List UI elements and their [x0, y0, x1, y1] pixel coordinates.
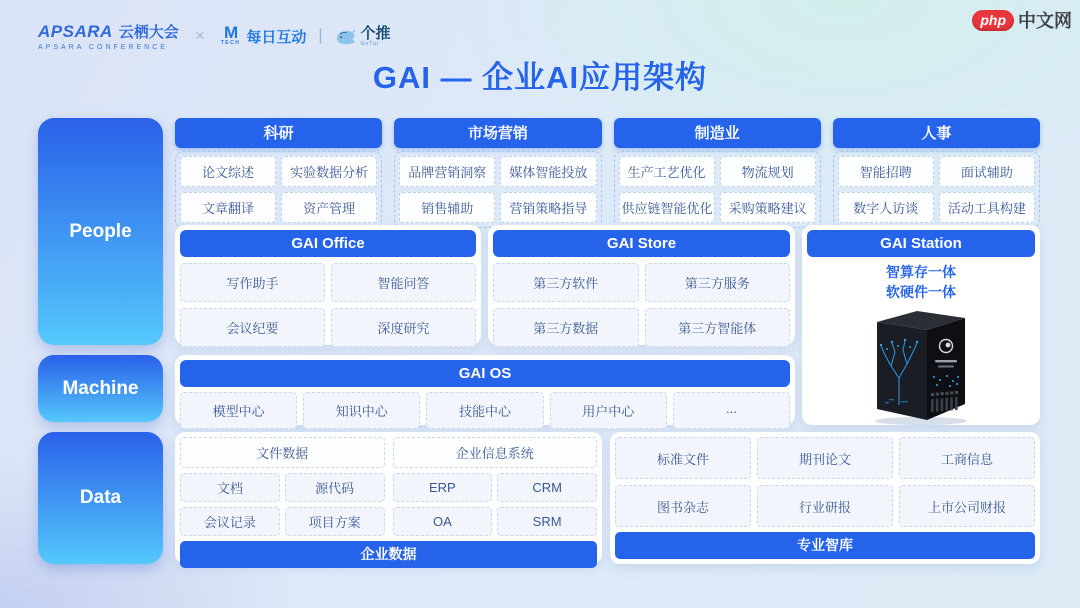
php-site-logo[interactable] — [972, 7, 1072, 33]
page-title: GAI — 企业AI应用架构 — [372, 60, 708, 95]
station-tagline-1: 智算存一体 — [886, 264, 956, 280]
file-data-column — [180, 437, 385, 536]
gai-office-header: GAI Office — [180, 230, 476, 257]
enterprise-data-panel — [175, 432, 602, 564]
gai-store-panel — [488, 225, 795, 345]
app-chip: 行业研报 — [757, 485, 893, 527]
gai-os-panel — [175, 355, 795, 425]
group-header: 人事 — [833, 118, 1040, 148]
layer-machine — [38, 355, 163, 422]
app-chip: 第三方智能体 — [645, 308, 791, 347]
app-chip: 物流规划 — [720, 156, 816, 187]
industry-group-marketing — [394, 118, 601, 228]
mtech-m-icon: M TECH — [220, 22, 241, 47]
app-chip: 面试辅助 — [939, 156, 1035, 187]
app-chip: 论文综述 — [180, 156, 276, 187]
gai-os-header: GAI OS — [180, 360, 790, 387]
getui-subtitle: GeTui — [360, 40, 379, 47]
whale-icon — [335, 28, 357, 45]
app-chip: 写作助手 — [180, 263, 325, 302]
group-header: 制造业 — [614, 118, 821, 148]
industry-group-hr — [833, 118, 1040, 228]
app-chip: SRM — [497, 507, 597, 536]
getui-logo — [335, 26, 391, 47]
app-chip: 标准文件 — [615, 437, 751, 479]
app-chip: 第三方服务 — [645, 263, 791, 302]
app-chip: 第三方软件 — [493, 263, 639, 302]
app-chip: ... — [673, 392, 790, 429]
station-tagline-2: 软硬件一体 — [886, 283, 956, 300]
layer-people — [38, 118, 163, 345]
app-chip: 源代码 — [285, 473, 385, 502]
layer-machine-label: Machine — [62, 377, 139, 399]
app-chip: 知识中心 — [303, 392, 420, 429]
apsara-cn-label: 云栖大会 — [118, 24, 179, 41]
file-data-header: 文件数据 — [180, 437, 385, 468]
site-logo-text: 中文网 — [1018, 11, 1072, 31]
app-chip: 工商信息 — [899, 437, 1035, 479]
app-chip: 实验数据分析 — [281, 156, 377, 187]
mtech-logo — [220, 22, 307, 47]
app-chip: 智能问答 — [331, 263, 476, 302]
apsara-wordmark: APSARA — [38, 22, 113, 41]
knowledge-base-panel — [610, 432, 1040, 564]
app-chip: 会议纪要 — [180, 308, 325, 347]
app-chip: 活动工具构建 — [939, 192, 1035, 223]
app-chip: 会议记录 — [180, 507, 280, 536]
industry-group-manufacturing — [614, 118, 821, 228]
app-chip: 资产管理 — [281, 192, 377, 223]
industry-groups-row — [175, 118, 1040, 228]
app-chip: 文档 — [180, 473, 280, 502]
app-chip: 第三方数据 — [493, 308, 639, 347]
app-chip: 上市公司财报 — [899, 485, 1035, 527]
enterprise-data-footer: 企业数据 — [180, 541, 597, 568]
layer-people-label: People — [69, 220, 132, 242]
app-chip: CRM — [497, 473, 597, 502]
mtech-cn-label: 每日互动 — [246, 28, 307, 46]
app-chip: 技能中心 — [426, 392, 543, 429]
app-chip: 模型中心 — [180, 392, 297, 429]
app-chip: 图书杂志 — [615, 485, 751, 527]
app-chip: 文章翻译 — [180, 192, 276, 223]
getui-cn-label: 个推 — [360, 24, 391, 42]
app-chip: 生产工艺优化 — [619, 156, 715, 187]
app-chip: 供应链智能优化 — [619, 192, 715, 223]
php-badge-icon: php — [972, 10, 1014, 31]
gai-store-header: GAI Store — [493, 230, 790, 257]
app-chip: 用户中心 — [550, 392, 667, 429]
event-logos — [38, 21, 391, 51]
app-chip: 品牌营销洞察 — [399, 156, 495, 187]
gai-office-panel — [175, 225, 481, 345]
app-chip: 媒体智能投放 — [500, 156, 596, 187]
app-chip: OA — [393, 507, 493, 536]
group-header: 科研 — [175, 118, 382, 148]
gai-station-header: GAI Station — [807, 230, 1035, 257]
group-header: 市场营销 — [394, 118, 601, 148]
info-systems-column — [393, 437, 598, 536]
apsara-subtitle: APSARA CONFERENCE — [38, 44, 168, 51]
app-chip: 智能招聘 — [838, 156, 934, 187]
info-systems-header: 企业信息系统 — [393, 437, 598, 468]
layer-data — [38, 432, 163, 564]
gai-station-panel — [802, 225, 1040, 425]
layer-data-label: Data — [79, 487, 122, 508]
cross-icon: × — [194, 26, 205, 45]
app-chip: 采购策略建议 — [720, 192, 816, 223]
app-chip: 项目方案 — [285, 507, 385, 536]
app-chip: ERP — [393, 473, 493, 502]
app-chip: 深度研究 — [331, 308, 476, 347]
apsara-logo — [38, 21, 179, 51]
knowledge-base-footer: 专业智库 — [615, 532, 1035, 559]
gai-station-server-image — [861, 304, 981, 426]
app-chip: 数字人访谈 — [838, 192, 934, 223]
app-chip: 销售辅助 — [399, 192, 495, 223]
logo-divider: | — [318, 27, 323, 44]
industry-group-research — [175, 118, 382, 228]
app-chip: 期刊论文 — [757, 437, 893, 479]
app-chip: 营销策略指导 — [500, 192, 596, 223]
